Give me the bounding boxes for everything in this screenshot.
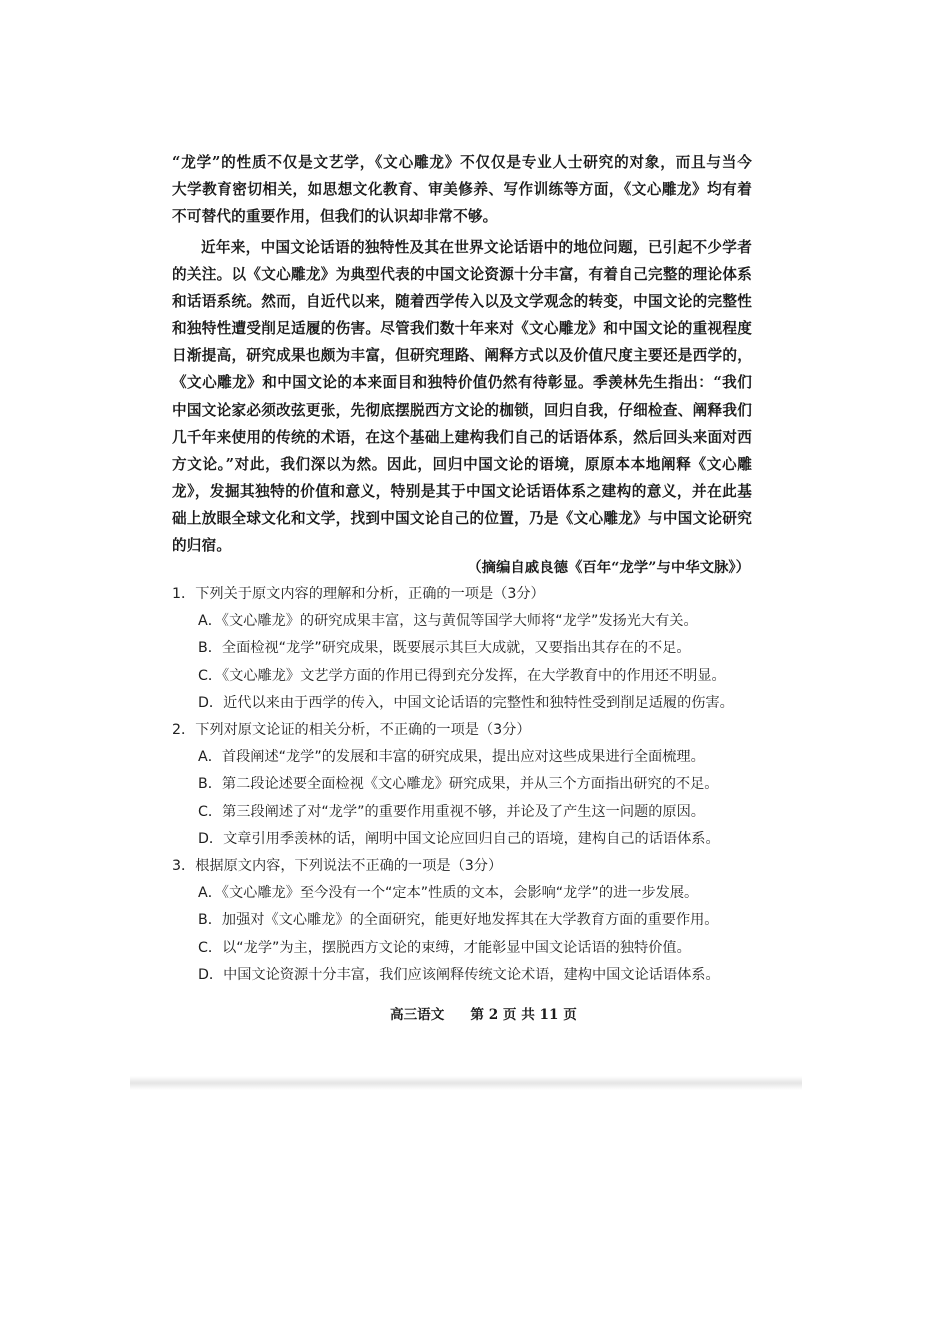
question-stem: 2．下列对原文论证的相关分析，不正确的一项是（3分）: [172, 722, 531, 739]
option-a: A．《文心雕龙》至今没有一个“定本”性质的文本，会影响“龙学”的进一步发展。: [198, 885, 699, 902]
passage-line: 础上放眼全球文化和文学，找到中国文论自己的位置，乃是《文心雕龙》与中国文论研究: [172, 509, 752, 527]
passage-paragraph-2: [172, 234, 752, 559]
question-section: [172, 581, 762, 989]
passage-line: 和独特性遭受削足适履的伤害。尽管我们数十年来对《文心雕龙》和中国文论的重视程度: [172, 320, 752, 338]
question-1: [172, 581, 762, 717]
option-d: D．中国文论资源十分丰富，我们应该阐释传统文论术语，建构中国文论话语体系。: [198, 966, 720, 983]
question-stem: 3．根据原文内容，下列说法不正确的一项是（3分）: [172, 858, 503, 875]
passage-line: 和话语系统。然而，自近代以来，随着西学传入以及文学观念的转变，中国文论的完整性: [172, 293, 752, 311]
option-c: C．以“龙学”为主，摆脱西方文论的束缚，才能彰显中国文论话语的独特价值。: [198, 939, 691, 956]
passage-line: 中国文论家必须改弦更张，先彻底摆脱西方文论的枷锁，回归自我，仔细检查、阐释我们: [172, 401, 752, 419]
option-b: B．加强对《文心雕龙》的全面研究，能更好地发挥其在大学教育方面的重要作用。: [198, 912, 719, 929]
option-b: B．全面检视“龙学”研究成果，既要展示其巨大成就，又要指出其存在的不足。: [198, 640, 691, 657]
footer-subject: 高三语文: [390, 1007, 445, 1023]
passage-line: 方文论。”对此，我们深以为然。因此，回归中国文论的语境，原原本本地阐释《文心雕: [172, 455, 752, 473]
passage-line: 的关注。以《文心雕龙》为典型代表的中国文论资源十分丰富，有着自己完整的理论体系: [172, 266, 752, 284]
passage-line: 《文心雕龙》和中国文论的本来面目和独特价值仍然有待彰显。季羡林先生指出：“我们: [172, 374, 752, 392]
passage-line: “龙学”的性质不仅是文艺学，《文心雕龙》不仅仅是专业人士研究的对象，而且与当今: [172, 154, 752, 171]
passage-line: 的归宿。: [172, 537, 232, 555]
passage-line: 几千年来使用的传统的术语，在这个基础上建构我们自己的话语体系，然后回头来面对西: [172, 428, 752, 446]
passage-line: 龙》，发掘其独特的价值和意义，特别是其于中国文论话语体系之建构的意义，并在此基: [172, 482, 752, 500]
passage-line: 大学教育密切相关，如思想文化教育、审美修养、写作训练等方面，《文心雕龙》均有着: [172, 181, 752, 199]
footer-page-number: 第 2 页 共 11 页: [470, 1007, 577, 1023]
option-a: A．首段阐述“龙学”的发展和丰富的研究成果，提出应对这些成果进行全面梳理。: [198, 749, 705, 766]
option-a: A．《文心雕龙》的研究成果丰富，这与黄侃等国学大师将“龙学”发扬光大有关。: [198, 613, 698, 630]
option-c: C．《文心雕龙》文艺学方面的作用已得到充分发挥，在大学教育中的作用还不明显。: [198, 667, 726, 684]
passage-source: （摘编自戚良德《百年“龙学”与中华文脉》）: [467, 559, 750, 576]
scan-edge-shadow: [130, 1076, 802, 1090]
passage-line: 近年来，中国文论话语的独特性及其在世界文论话语中的地位问题，已引起不少学者: [201, 239, 752, 256]
question-2: [172, 717, 762, 853]
option-d: D．文章引用季羡林的话，阐明中国文论应回归自己的语境，建构自己的话语体系。: [198, 830, 720, 847]
option-d: D．近代以来由于西学的传入，中国文论话语的完整性和独特性受到削足适履的伤害。: [198, 694, 734, 711]
passage-paragraph-1: [172, 149, 752, 230]
passage-line: 不可替代的重要作用，但我们的认识却非常不够。: [172, 208, 498, 226]
passage-line: 日渐提高，研究成果也颇为丰富，但研究理路、阐释方式以及价值尺度主要还是西学的，: [172, 347, 752, 365]
option-b: B．第二段论述要全面检视《文心雕龙》研究成果，并从三个方面指出研究的不足。: [198, 776, 719, 793]
question-3: [172, 853, 762, 989]
page-footer: [390, 1003, 603, 1023]
option-c: C．第三段阐述了对“龙学”的重要作用重视不够，并论及了产生这一问题的原因。: [198, 803, 705, 820]
question-stem: 1．下列关于原文内容的理解和分析，正确的一项是（3分）: [172, 586, 545, 602]
